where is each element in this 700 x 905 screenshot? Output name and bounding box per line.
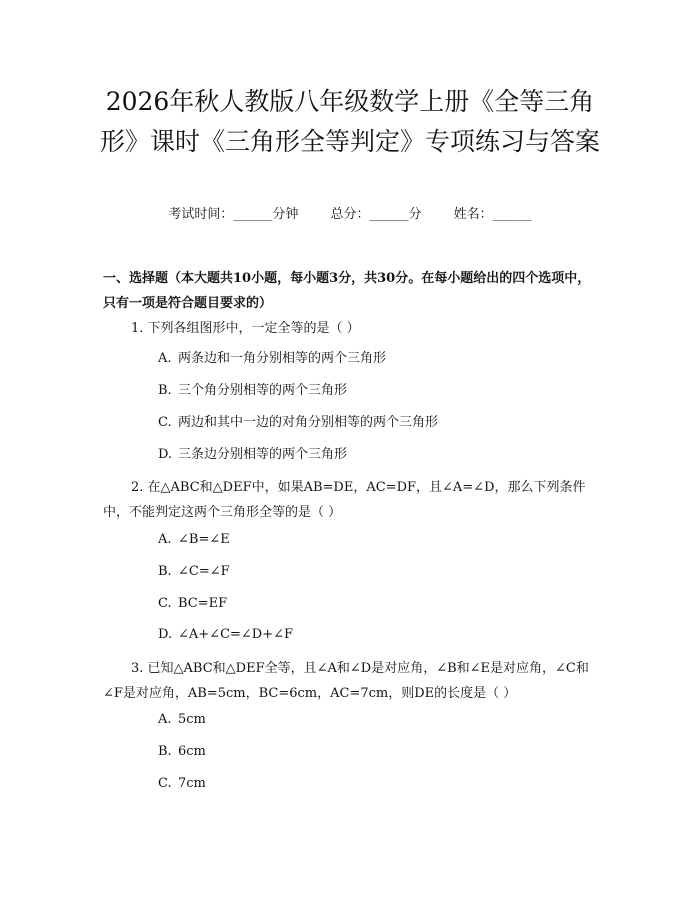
option-letter: D. [158, 627, 173, 642]
option-item [158, 530, 230, 550]
option-text: 两条边和一角分别相等的两个三角形 [178, 351, 387, 366]
option-text: 7cm [178, 776, 206, 791]
option-letter: C. [158, 776, 172, 791]
option-letter: A. [158, 351, 172, 366]
option-item [158, 710, 206, 730]
option-item [158, 774, 206, 794]
question-stem: 3. 已知△ABC和△DEF全等，且∠A和∠D是对应角，∠B和∠E是对应角，∠C和∠F是对应角，AB=5cm，BC=6cm，AC=7cm，则DE的长度是（ ） [103, 661, 589, 701]
option-letter: A. [158, 532, 172, 547]
exam-total-score: 总分：______分 [330, 207, 422, 222]
exam-info [0, 205, 700, 225]
option-item [158, 413, 438, 433]
option-text: BC=EF [178, 596, 228, 611]
option-text: ∠C=∠F [178, 564, 230, 579]
question-stem: 1. 下列各组图形中，一定全等的是（ ） [131, 321, 360, 336]
section-heading: 一、选择题（本大题共10小题，每小题3分，共30分。在每小题给出的四个选项中，只有一项是符合题目要求的） [103, 271, 591, 311]
option-item [158, 742, 206, 762]
option-letter: C. [158, 596, 172, 611]
option-text: 两边和其中一边的对角分别相等的两个三角形 [178, 415, 439, 430]
document-title: 2026年秋人教版八年级数学上册《全等三角形》课时《三角形全等判定》专项练习与答案 [99, 87, 600, 156]
option-text: 三个角分别相等的两个三角形 [178, 383, 348, 398]
option-item [158, 625, 293, 645]
option-text: 三条边分别相等的两个三角形 [178, 447, 348, 462]
question-stem: 2. 在△ABC和△DEF中，如果AB=DE，AC=DF，且∠A=∠D，那么下列条件中，不能判定这两个三角形全等的是（ ） [103, 480, 586, 520]
option-item [158, 445, 347, 465]
student-name: 姓名：______ [453, 207, 532, 222]
option-item [158, 381, 347, 401]
option-text: ∠A+∠C=∠D+∠F [178, 627, 294, 642]
option-item [158, 594, 227, 614]
option-letter: B. [158, 744, 172, 759]
option-text: 6cm [178, 744, 206, 759]
option-letter: D. [158, 447, 173, 462]
option-letter: B. [158, 383, 172, 398]
option-letter: A. [158, 712, 172, 727]
option-item [158, 349, 386, 369]
option-letter: C. [158, 415, 172, 430]
exam-time: 考试时间：______分钟 [168, 207, 299, 222]
option-text: 5cm [178, 712, 206, 727]
option-text: ∠B=∠E [178, 532, 230, 547]
option-item [158, 562, 230, 582]
option-letter: B. [158, 564, 172, 579]
